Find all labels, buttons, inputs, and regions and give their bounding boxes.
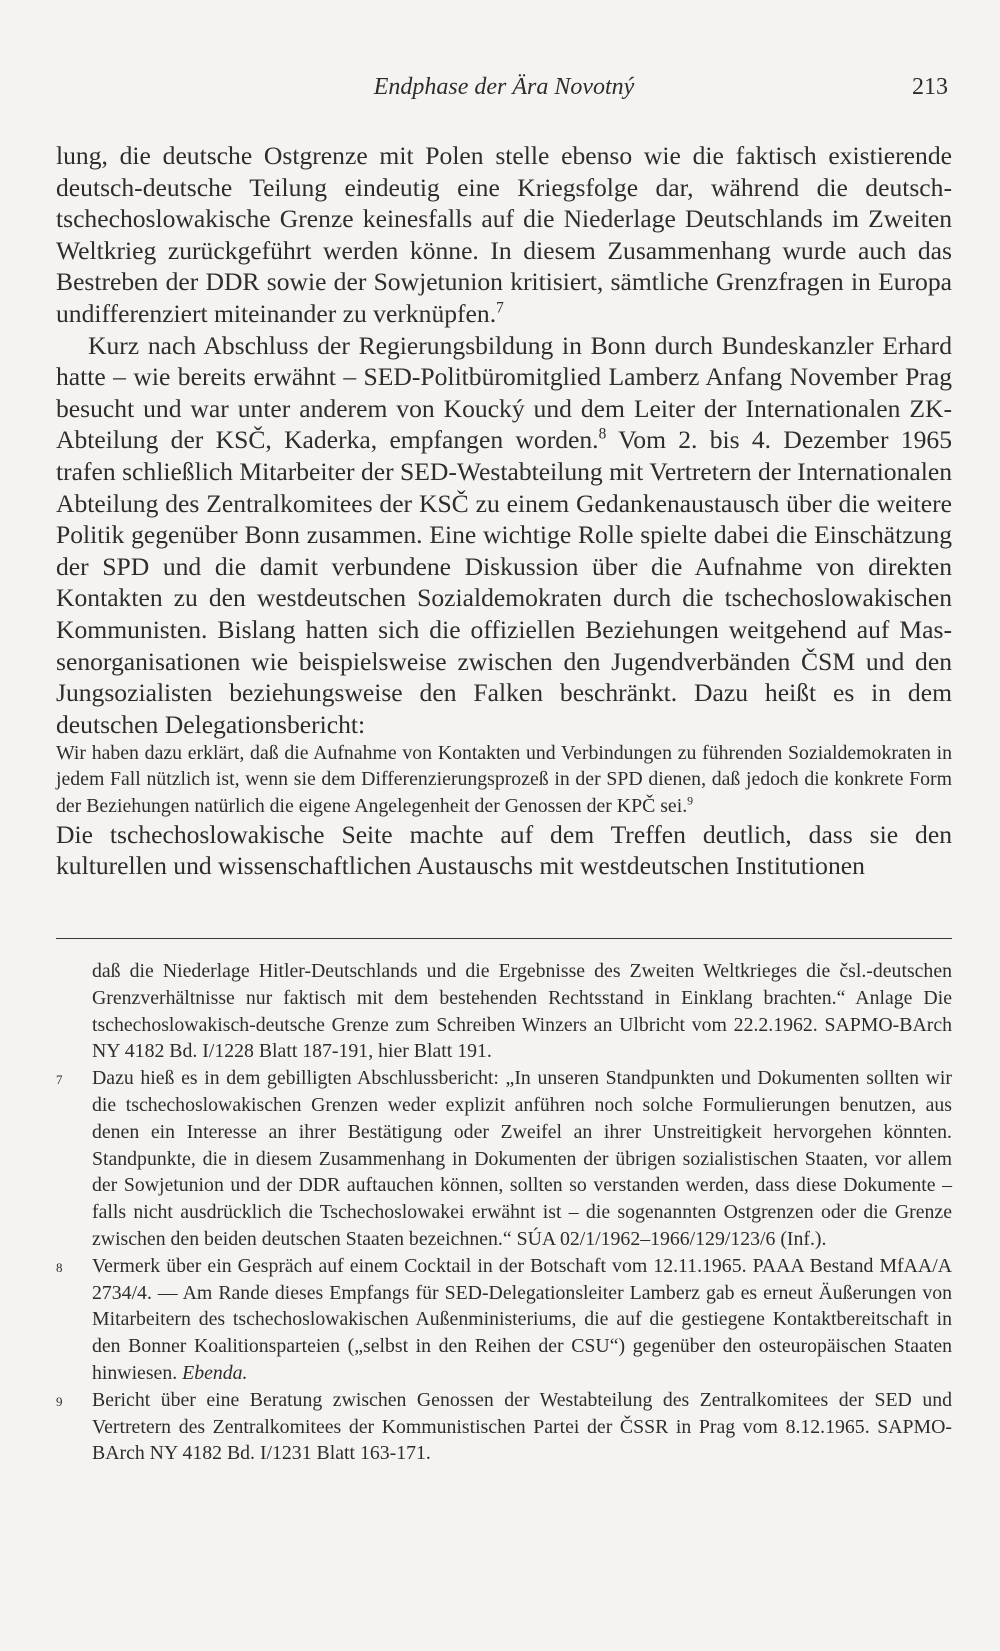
footnote-divider	[56, 938, 952, 939]
paragraph-text: Kurz nach Abschluss der Regierungsbildung in Bonn durch Bundeskanzler Erhard hatte – wie bereits erwähnt – SED-Politbüromitglied Lamberz Anfang November Prag besucht und war unter anderem von Koucký und dem Leiter der Internationalen ZK-Abteilung der KSČ, Kaderka, empfangen worden.	[56, 330, 952, 455]
footnote-ref: 7	[496, 299, 504, 317]
footnote-7	[56, 1065, 952, 1253]
footnote-number: 9	[56, 1393, 63, 1409]
footnotes	[56, 958, 952, 1467]
footnote-9	[56, 1387, 952, 1467]
paragraph: Die tschechoslowakische Seite machte auf dem Treffen deutlich, dass sie den kulturellen und wissenschaftlichen Austauschs mit westdeutschen Institutionen	[56, 819, 952, 881]
paragraph	[56, 330, 952, 741]
footnote-ref: 9	[687, 793, 694, 808]
footnote-number: 8	[56, 1259, 63, 1275]
footnote-text: Bericht über eine Beratung zwischen Genossen der Westabteilung des Zentralkomitees der SED und Vertretern des Zentralkomitees der Kommunistischen Partei der ČSSR in Prag vom 8.12.1965. SAPMO-BArch NY 4182 Bd. I/1231 Blatt 163-171.	[92, 1388, 952, 1465]
running-header	[56, 74, 952, 106]
footnote-text: Dazu hieß es in dem gebilligten Abschlussbericht: „In unseren Standpunkten und Dokumenten sollten wir die tschechoslowakischen Grenzen weder explizit anführen noch solche Formulierungen benutzen, aus denen ein Interesse an ihrer Bestätigung oder Zweifel an ihrer Unstreitigkeit hervorgehen könnten. Standpunkte, die in diesem Zusammenhang in Dokumenten der übrigen sozialistischen Staaten, vor allem der Sowjetunion und der DDR auftauchen können, sollten so verstanden werden, dass diese Dokumente – falls nicht ausdrücklich die Tschechoslowakei erwähnt ist – die sogenannten Ostgrenzen oder die Grenze zwischen den beiden deutschen Staaten bezeichnen.“ SÚA 02/1/1962–1966/129/123/6 (Inf.).	[92, 1067, 952, 1250]
paragraph-text: Vom 2. bis 4. Dezember 1965 trafen schließlich Mitarbeiter der SED-Westabteilung mit Vertretern der Internationalen Abteilung des Zentralkomitees der KSČ zu einem Gedankenaustausch über die weitere Politik gegenüber Bonn zusammen. Eine wichtige Rolle spielte dabei die Einschätzung der SPD und die damit verbundene Diskussion über die Aufnahme von direkten Kontakten zu den westdeutschen Sozialdemokraten durch die tschechoslowakischen Kommunisten. Bislang hatten sich die offiziellen Beziehungen weitgehend auf Massenorganisationen wie beispielsweise zwischen den Jugendverbänden ČSM und den Jungsozialisten beziehungsweise den Falken beschränkt. Dazu heißt es in dem deutschen Delegationsbericht:	[56, 425, 952, 739]
footnote-ref: 8	[598, 425, 607, 443]
footnote-number: 7	[56, 1072, 63, 1088]
footnote-text: daß die Niederlage Hitler-Deutschlands und die Ergebnisse des Zweiten Weltkrieges die čsl.-deutschen Grenzverhältnisse nur faktisch mit dem bestehenden Rechtsstand in Einklang brachten.“ Anlage Die tschechoslowakisch-deutsche Grenze zum Schreiben Winzers an Ulbricht vom 22.2.1962. SAPMO-BArch NY 4182 Bd. I/1228 Blatt 187-191, hier Blatt 191.	[92, 960, 952, 1063]
footnote-8	[56, 1253, 952, 1387]
footnote-ebenda: Ebenda.	[182, 1361, 248, 1384]
running-title: Endphase der Ära Novotný	[373, 74, 635, 100]
footnote-text: Vermerk über ein Gespräch auf einem Cocktail in der Botschaft vom 12.11.1965. PAAA Bestand MfAA/A 2734/4. — Am Rande dieses Empfangs für SED-Delegationsleiter Lamberz gab es erneut Äußerungen von Mitarbeitern des tschechoslowakischen Außenministeriums, die auf die gestiegene Kontaktbereitschaft in den Bonner Koalitionsparteien („selbst in den Reihen der CSU“) gegenüber den osteuropäischen Staaten hinwiesen.	[92, 1254, 952, 1384]
book-page	[56, 0, 952, 1651]
block-quote	[56, 740, 952, 819]
paragraph-text: lung, die deutsche Ostgrenze mit Polen stelle ebenso wie die faktisch existierende deutsch-deutsche Teilung eindeutig eine Kriegsfolge dar, während die deutsch-tschechoslowakische Grenze keinesfalls auf die Niederlage Deutschlands im Zweiten Weltkrieg zurückgeführt werden könne. In diesem Zusammenhang wurde auch das Bestreben der DDR sowie der Sowjetunion kritisiert, sämtliche Grenzfragen in Europa undifferenziert miteinander zu verknüpfen.	[56, 141, 952, 328]
main-text	[56, 140, 952, 882]
paragraph	[56, 140, 952, 330]
page-number: 213	[912, 74, 948, 100]
footnote-continued	[56, 958, 952, 1065]
quote-text: Wir haben dazu erklärt, daß die Aufnahme von Kontakten und Verbindungen zu führenden Sozialdemokraten in jedem Fall nützlich ist, wenn sie dem Differenzierungsprozeß in der SPD dienen, daß jedoch die konkrete Form der Beziehungen natürlich die eigene Angelegenheit der Genossen der KPČ sei.	[56, 742, 952, 817]
